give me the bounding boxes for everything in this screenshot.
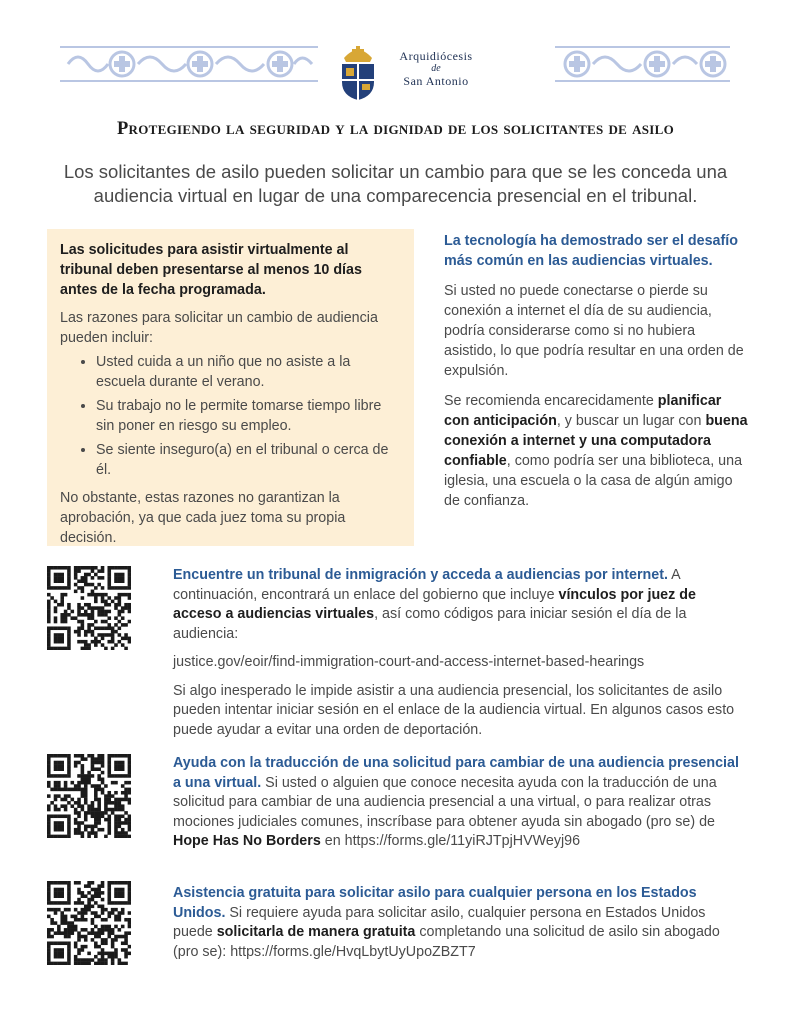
org-line-3: San Antonio [403,74,469,88]
technology-heading: La tecnología ha demostrado ser el desafío más común en las audiencias virtuales. [444,233,738,269]
text-run[interactable]: en https://forms.gle/11yiRJTpjHVWeyj96 [320,833,581,849]
text-run: A continuación, encontrará un enlace del gobierno que incluye [173,567,680,603]
text-run[interactable]: completando una solicitud de asilo sin abogado (pro se): https://forms.gle/HvqLbytUyUpoZBZT7 [173,924,720,960]
section-1-note: Si algo inesperado le impide asistir a una audiencia presencial, los solicitantes de asilo pueden intentar iniciar sesión en el enlace de la audiencia virtual. En algunos casos esto puede ayudar a evitar una orden de deportación. [173,682,735,738]
qr-code-icon[interactable] [47,754,131,838]
text-run: , como podría ser una biblioteca, una iglesia, una escuela o la casa de algún amigo de confianza. [444,453,743,509]
technology-paragraph-1: Si usted no puede conectarse o pierde su conexión a internet el día de su audiencia, podría considerarse como si no hubiera asistido, lo que podría resultar en una orden de expulsión. [444,283,744,379]
bold-run: vínculos por juez de acceso a audiencias virtuales [173,586,696,622]
section-free-asylum-help [173,884,748,962]
section-1-intro [173,566,748,644]
requirements-box [47,229,414,546]
org-line-2: de [431,63,441,74]
section-3-body [173,884,748,962]
organization-name [381,50,491,87]
bold-run: planificar con anticipación [444,393,722,429]
list-item: • Se siente inseguro(a) en el tribunal o cerca de él. [96,440,401,480]
qr-code-icon[interactable] [47,881,131,965]
section-3-heading: Asistencia gratuita para solicitar asilo para cualquier persona en los Estados Unidos. [173,885,697,921]
section-translation-help [173,754,748,852]
reasons-list [60,352,401,480]
section-1-heading: Encuentre un tribunal de inmigración y acceda a audiencias por internet. [173,567,668,583]
section-immigration-court [173,566,748,740]
box-intro: Las razones para solicitar un cambio de audiencia pueden incluir: [60,310,378,346]
text-run: Se recomienda encarecidamente [444,393,658,409]
box-closing: No obstante, estas razones no garantizan la aprobación, ya que cada juez toma su propia decisión. [60,490,346,546]
technology-paragraph-2 [444,391,749,511]
text-run: Si usted o alguien que conoce necesita ayuda con la traducción de una solicitud para cambiar de una audiencia presencial a una virtual, o para realizar otras mociones judiciales comunes, inscríbase para obtener ayuda sin abogado (pro se) de [173,774,717,830]
bold-run: Hope Has No Borders [173,833,321,849]
text-run: , así como códigos para iniciar sesión el día de la audiencia: [173,606,687,642]
section-2-body [173,754,748,852]
ornament-banner-left [60,46,318,82]
section-1-link[interactable]: justice.gov/eoir/find-immigration-court-and-access-internet-based-hearings [173,654,645,670]
technology-column [444,231,749,511]
bold-run: solicitarla de manera gratuita [216,924,416,940]
qr-code-icon[interactable] [47,566,131,650]
ornament-banner-right [555,46,730,82]
page-title: Protegiendo la seguridad y la dignidad de los solicitantes de asilo [116,119,675,139]
org-line-1: Arquidiócesis [399,49,473,63]
list-item: • Usted cuida a un niño que no asiste a la escuela durante el verano. [96,352,401,392]
box-lead: Las solicitudes para asistir virtualmente al tribunal deben presentarse al menos 10 días antes de la fecha programada. [60,242,362,298]
text-run: , y buscar un lugar con [556,413,706,429]
page-subtitle: Los solicitantes de asilo pueden solicitar un cambio para que se les conceda una audiencia virtual en lugar de una comparecencia presencial en el tribunal. [63,161,728,206]
text-run: Si requiere ayuda para solicitar asilo, cualquier persona en Estados Unidos puede [173,904,706,940]
bold-run: buena conexión a internet y una computadora confiable [444,413,748,469]
list-item: • Su trabajo no le permite tomarse tiempo libre sin poner en riesgo su empleo. [96,396,401,436]
section-2-heading: Ayuda con la traducción de una solicitud para cambiar de una audiencia presencial a una virtual. [173,755,739,791]
archdiocese-crest-logo [336,44,380,102]
